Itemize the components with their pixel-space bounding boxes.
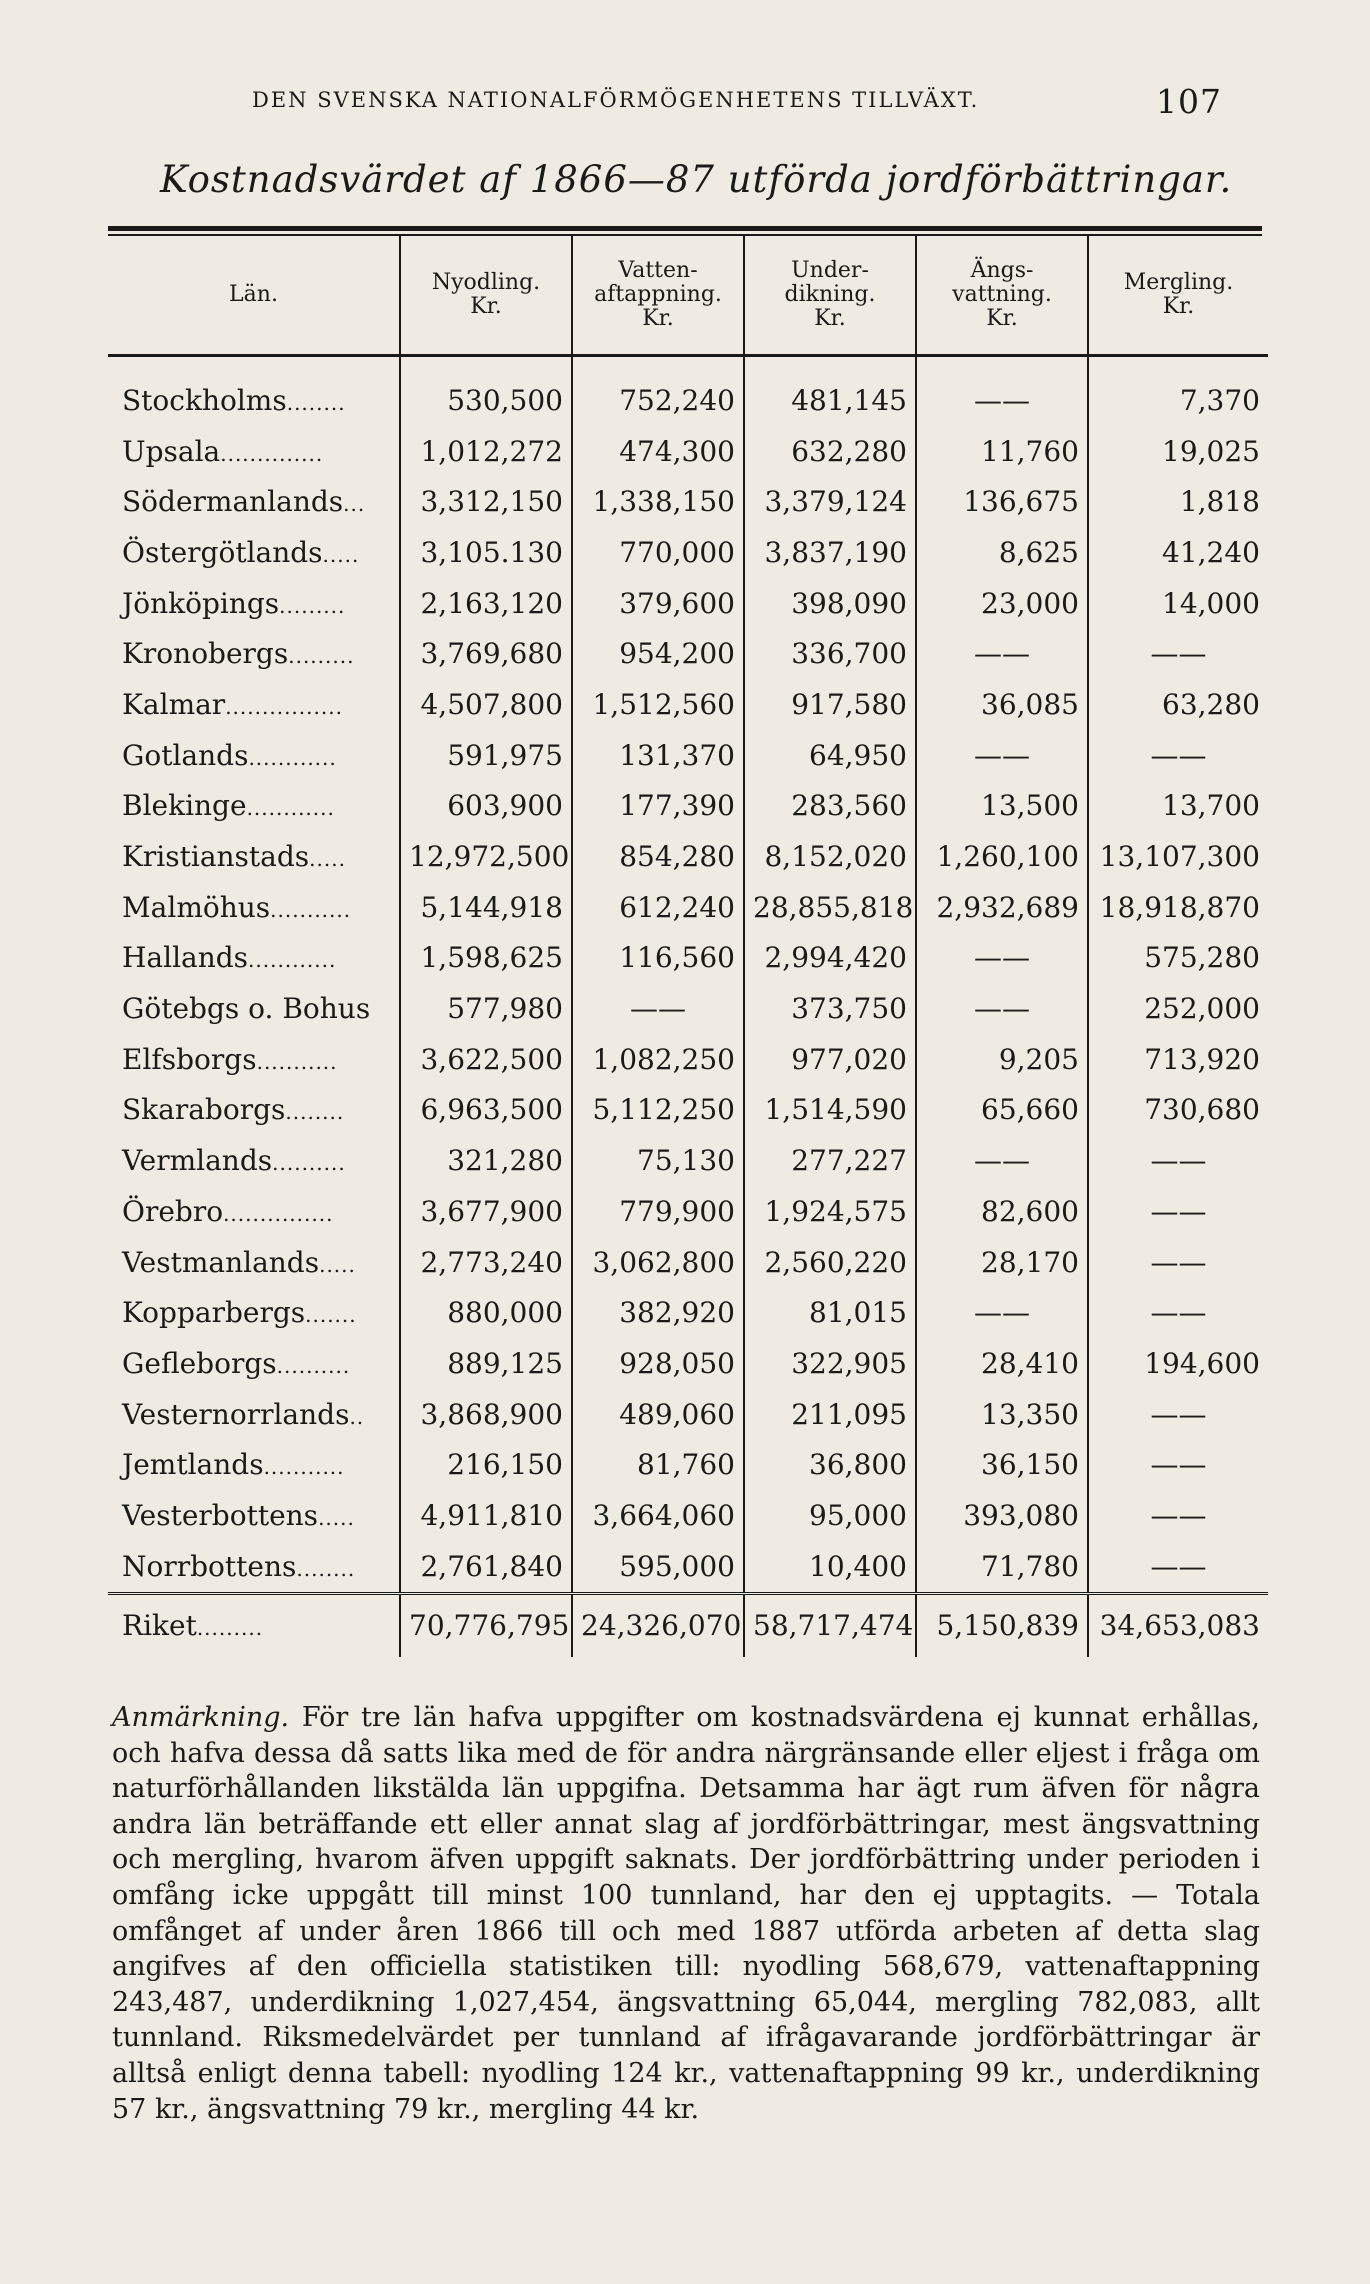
table-row: [108, 1135, 1268, 1186]
lan-name: Kopparbergs: [122, 1296, 306, 1330]
value-cell-under: 481,145: [744, 356, 916, 426]
column-header: [108, 236, 400, 356]
value-cell-mergling: 19,025: [1088, 426, 1268, 477]
value-cell-angs: 28,170: [916, 1237, 1088, 1288]
leader-dots: ...........: [263, 1455, 345, 1480]
value-cell-angs: ——: [916, 356, 1088, 426]
header-row: [108, 236, 1268, 356]
value-cell-nyodling: 530,500: [400, 356, 572, 426]
value-cell-under: 3,379,124: [744, 476, 916, 527]
value-cell-angs: 71,780: [916, 1541, 1088, 1593]
value-cell-angs: 23,000: [916, 578, 1088, 629]
value-cell-angs: 5,150,839: [916, 1593, 1088, 1657]
leader-dots: ..............: [220, 441, 324, 466]
lan-cell: [108, 882, 400, 933]
column-header-line: Kr.: [1162, 294, 1195, 319]
column-header: [572, 236, 744, 356]
lan-name: Götebgs o. Bohus: [122, 992, 371, 1026]
value-cell-under: 36,800: [744, 1439, 916, 1490]
value-cell-mergling: 34,653,083: [1088, 1593, 1268, 1657]
value-cell-vatten: 595,000: [572, 1541, 744, 1593]
value-cell-mergling: ——: [1088, 1439, 1268, 1490]
value-cell-angs: 13,500: [916, 781, 1088, 832]
lan-cell: [108, 527, 400, 578]
leader-dots: ...............: [223, 1201, 334, 1226]
value-cell-under: 58,717,474: [744, 1593, 916, 1657]
lan-cell: [108, 983, 400, 1034]
value-cell-under: 1,514,590: [744, 1085, 916, 1136]
column-header-line: Vatten-: [618, 258, 698, 283]
column-header: [400, 236, 572, 356]
lan-name: Elfsborgs: [122, 1042, 257, 1076]
value-cell-angs: 11,760: [916, 426, 1088, 477]
table-row: [108, 628, 1268, 679]
lan-cell: [108, 1287, 400, 1338]
lan-cell: [108, 781, 400, 832]
value-cell-nyodling: 6,963,500: [400, 1085, 572, 1136]
value-cell-nyodling: 577,980: [400, 983, 572, 1034]
value-cell-vatten: 612,240: [572, 882, 744, 933]
lan-name: Upsala: [122, 434, 221, 468]
value-cell-under: 3,837,190: [744, 527, 916, 578]
value-cell-under: 95,000: [744, 1490, 916, 1541]
table-row: [108, 1237, 1268, 1288]
value-cell-under: 277,227: [744, 1135, 916, 1186]
lan-cell: [108, 1541, 400, 1593]
column-header-line: Kr.: [642, 306, 674, 331]
leader-dots: ................: [225, 694, 343, 719]
leader-dots: ........: [286, 390, 346, 415]
table-row: [108, 1034, 1268, 1085]
top-rule: [108, 226, 1262, 231]
leader-dots: .........: [196, 1616, 264, 1640]
value-cell-vatten: 1,338,150: [572, 476, 744, 527]
table-row: [108, 1490, 1268, 1541]
column-header-line: Mergling.: [1123, 270, 1234, 295]
value-cell-mergling: 63,280: [1088, 679, 1268, 730]
total-row: [108, 1593, 1268, 1657]
value-cell-nyodling: 12,972,500: [400, 831, 572, 882]
value-cell-vatten: 75,130: [572, 1135, 744, 1186]
lan-cell: [108, 1389, 400, 1440]
table-row: [108, 356, 1268, 426]
column-header-line: Under-: [791, 258, 869, 283]
value-cell-mergling: ——: [1088, 730, 1268, 781]
lan-name: Malmöhus: [122, 890, 271, 924]
value-cell-angs: ——: [916, 730, 1088, 781]
leader-dots: .........: [288, 644, 355, 669]
value-cell-angs: 1,260,100: [916, 831, 1088, 882]
value-cell-nyodling: 3,677,900: [400, 1186, 572, 1237]
value-cell-angs: 13,350: [916, 1389, 1088, 1440]
lan-cell: [108, 1034, 400, 1085]
lan-name: Örebro: [122, 1194, 224, 1228]
column-header-line: aftappning.: [594, 282, 722, 307]
leader-dots: ..: [349, 1404, 365, 1429]
value-cell-angs: 65,660: [916, 1085, 1088, 1136]
value-cell-vatten: 1,082,250: [572, 1034, 744, 1085]
lan-name: Kalmar: [122, 687, 226, 721]
lan-cell: [108, 356, 400, 426]
value-cell-under: 28,855,818: [744, 882, 916, 933]
value-cell-nyodling: 2,773,240: [400, 1237, 572, 1288]
value-cell-mergling: 13,107,300: [1088, 831, 1268, 882]
leader-dots: .......: [305, 1303, 357, 1328]
value-cell-mergling: ——: [1088, 1541, 1268, 1593]
value-cell-vatten: 3,664,060: [572, 1490, 744, 1541]
value-cell-nyodling: 321,280: [400, 1135, 572, 1186]
value-cell-nyodling: 3,622,500: [400, 1034, 572, 1085]
leader-dots: .........: [279, 593, 346, 618]
value-cell-vatten: 928,050: [572, 1338, 744, 1389]
lan-cell: [108, 831, 400, 882]
value-cell-vatten: 382,920: [572, 1287, 744, 1338]
leader-dots: ............: [248, 948, 337, 973]
value-cell-nyodling: 4,911,810: [400, 1490, 572, 1541]
leader-dots: ...: [343, 492, 366, 517]
table-title: Kostnadsvärdet af 1866—87 utförda jordförbättringar.: [160, 158, 1233, 201]
table-row: [108, 1439, 1268, 1490]
value-cell-under: 10,400: [744, 1541, 916, 1593]
value-cell-mergling: 18,918,870: [1088, 882, 1268, 933]
table-row: [108, 679, 1268, 730]
value-cell-mergling: ——: [1088, 1490, 1268, 1541]
value-cell-mergling: 14,000: [1088, 578, 1268, 629]
value-cell-angs: 9,205: [916, 1034, 1088, 1085]
lan-name: Vesternorrlands: [122, 1397, 350, 1431]
lan-cell: [108, 1490, 400, 1541]
table-row: [108, 426, 1268, 477]
value-cell-under: 322,905: [744, 1338, 916, 1389]
table-row: [108, 933, 1268, 984]
leader-dots: .....: [322, 542, 360, 567]
value-cell-angs: ——: [916, 933, 1088, 984]
table-row: [108, 781, 1268, 832]
table-row: [108, 831, 1268, 882]
value-cell-angs: ——: [916, 983, 1088, 1034]
table-row: [108, 882, 1268, 933]
lan-cell: [108, 628, 400, 679]
value-cell-vatten: 489,060: [572, 1389, 744, 1440]
value-cell-angs: 136,675: [916, 476, 1088, 527]
value-cell-nyodling: 591,975: [400, 730, 572, 781]
note-text: För tre län hafva uppgifter om kostnadsvärdena ej kunnat erhållas, och hafva dessa då satts lika med de för andra närgränsande eller eljest i fråga om naturförhållanden likstälda län uppgifna. Detsamma har ägt rum äfven för några andra län beträffande ett eller annat slag af jordförbättringar, mest ängsvattning och mergling, hvarom äfven uppgift saknats. Der jordförbättring under perioden i omfång icke uppgått till minst 100 tunnland, har den ej upptagits. — Totala omfånget af under åren 1866 till och med 1887 utförda arbeten af detta slag angifves af den officiella statistiken till: nyodling 568,679, vattenaftappning 243,487, underdikning 1,027,454, ängsvattning 65,044, mergling 782,083, allt tunnland. Riksmedelvärdet per tunnland af ifrågavarande jordförbättringar är alltså enligt denna tabell: nyodling 124 kr., vattenaftappning 99 kr., underdikning 57 kr., ängsvattning 79 kr., mergling 44 kr.: [112, 1702, 1260, 2125]
lan-cell: [108, 1085, 400, 1136]
value-cell-vatten: 1,512,560: [572, 679, 744, 730]
lan-name: Blekinge: [122, 789, 247, 823]
column-header: [744, 236, 916, 356]
value-cell-under: 336,700: [744, 628, 916, 679]
value-cell-mergling: 13,700: [1088, 781, 1268, 832]
value-cell-vatten: 177,390: [572, 781, 744, 832]
leader-dots: .....: [309, 847, 346, 872]
leader-dots: ............: [246, 796, 335, 821]
table-body: [108, 356, 1268, 1594]
lan-cell: [108, 679, 400, 730]
value-cell-angs: ——: [916, 628, 1088, 679]
value-cell-mergling: ——: [1088, 628, 1268, 679]
value-cell-under: 211,095: [744, 1389, 916, 1440]
value-cell-vatten: 854,280: [572, 831, 744, 882]
table-row: [108, 1338, 1268, 1389]
value-cell-vatten: 3,062,800: [572, 1237, 744, 1288]
value-cell-mergling: ——: [1088, 1237, 1268, 1288]
value-cell-under: 2,560,220: [744, 1237, 916, 1288]
value-cell-angs: ——: [916, 1287, 1088, 1338]
lan-name: Vestmanlands: [122, 1245, 320, 1279]
lan-name: Jönköpings: [122, 586, 280, 620]
lan-cell: [108, 426, 400, 477]
value-cell-nyodling: 1,012,272: [400, 426, 572, 477]
value-cell-vatten: 131,370: [572, 730, 744, 781]
lan-cell: [108, 1593, 400, 1657]
value-cell-under: 398,090: [744, 578, 916, 629]
lan-cell: [108, 730, 400, 781]
leader-dots: ...........: [270, 897, 352, 922]
lan-name: Kronobergs: [122, 637, 289, 671]
value-cell-nyodling: 3,868,900: [400, 1389, 572, 1440]
table-row: [108, 527, 1268, 578]
value-cell-vatten: 954,200: [572, 628, 744, 679]
table-row: [108, 578, 1268, 629]
value-cell-nyodling: 3,105.130: [400, 527, 572, 578]
lan-cell: [108, 578, 400, 629]
note: [112, 1700, 1260, 2127]
value-cell-nyodling: 216,150: [400, 1439, 572, 1490]
leader-dots: ........: [285, 1100, 345, 1125]
value-cell-vatten: 770,000: [572, 527, 744, 578]
column-header-line: Kr.: [986, 306, 1018, 331]
value-cell-angs: 2,932,689: [916, 882, 1088, 933]
value-cell-mergling: ——: [1088, 1287, 1268, 1338]
value-cell-vatten: 752,240: [572, 356, 744, 426]
lan-name: Hallands: [122, 941, 249, 975]
table-row: [108, 1541, 1268, 1593]
value-cell-mergling: 194,600: [1088, 1338, 1268, 1389]
running-head: [252, 82, 1222, 121]
value-cell-under: 81,015: [744, 1287, 916, 1338]
column-header-line: Nyodling.: [431, 270, 541, 295]
leader-dots: ........: [296, 1556, 356, 1581]
page-number: 107: [1156, 82, 1222, 121]
lan-name: Skaraborgs: [122, 1093, 286, 1127]
value-cell-vatten: 116,560: [572, 933, 744, 984]
lan-name: Jemtlands: [122, 1448, 264, 1482]
lan-cell: [108, 1439, 400, 1490]
lan-cell: [108, 1237, 400, 1288]
lan-name: Kristianstads: [122, 840, 310, 874]
table-row: [108, 1085, 1268, 1136]
value-cell-under: 2,994,420: [744, 933, 916, 984]
value-cell-nyodling: 889,125: [400, 1338, 572, 1389]
value-cell-mergling: 713,920: [1088, 1034, 1268, 1085]
value-cell-under: 632,280: [744, 426, 916, 477]
value-cell-vatten: 24,326,070: [572, 1593, 744, 1657]
table-row: [108, 1186, 1268, 1237]
value-cell-angs: 8,625: [916, 527, 1088, 578]
value-cell-mergling: 575,280: [1088, 933, 1268, 984]
value-cell-under: 8,152,020: [744, 831, 916, 882]
lan-cell: [108, 476, 400, 527]
leader-dots: .....: [318, 1505, 355, 1530]
value-cell-mergling: 730,680: [1088, 1085, 1268, 1136]
value-cell-angs: 28,410: [916, 1338, 1088, 1389]
lan-cell: [108, 1338, 400, 1389]
lan-name: Östergötlands: [122, 535, 323, 569]
value-cell-nyodling: 2,163,120: [400, 578, 572, 629]
value-cell-under: 917,580: [744, 679, 916, 730]
value-cell-under: 64,950: [744, 730, 916, 781]
lan-cell: [108, 1186, 400, 1237]
column-header: [1088, 236, 1268, 356]
value-cell-nyodling: 2,761,840: [400, 1541, 572, 1593]
value-cell-under: 1,924,575: [744, 1186, 916, 1237]
value-cell-angs: ——: [916, 1135, 1088, 1186]
value-cell-mergling: 7,370: [1088, 356, 1268, 426]
value-cell-vatten: 81,760: [572, 1439, 744, 1490]
value-cell-angs: 393,080: [916, 1490, 1088, 1541]
value-cell-under: 977,020: [744, 1034, 916, 1085]
value-cell-mergling: ——: [1088, 1186, 1268, 1237]
value-cell-mergling: ——: [1088, 1135, 1268, 1186]
column-header-line: Kr.: [470, 294, 502, 319]
value-cell-under: 283,560: [744, 781, 916, 832]
lan-cell: [108, 1135, 400, 1186]
table-row: [108, 476, 1268, 527]
value-cell-mergling: 41,240: [1088, 527, 1268, 578]
lan-cell: [108, 933, 400, 984]
cost-table: [108, 226, 1262, 1657]
column-header-line: Kr.: [814, 306, 846, 331]
column-header-line: Ängs-: [970, 258, 1034, 283]
value-cell-vatten: 779,900: [572, 1186, 744, 1237]
column-header-line: Län.: [229, 282, 278, 307]
value-cell-vatten: 379,600: [572, 578, 744, 629]
leader-dots: ..........: [276, 1353, 351, 1378]
leader-dots: ............: [248, 745, 337, 770]
table-row: [108, 983, 1268, 1034]
value-cell-mergling: 1,818: [1088, 476, 1268, 527]
column-header-line: dikning.: [784, 282, 876, 307]
lan-name: Gefleborgs: [122, 1346, 277, 1380]
value-cell-nyodling: 880,000: [400, 1287, 572, 1338]
data-table: [108, 236, 1268, 1657]
table-row: [108, 730, 1268, 781]
value-cell-vatten: 474,300: [572, 426, 744, 477]
value-cell-angs: 36,085: [916, 679, 1088, 730]
value-cell-under: 373,750: [744, 983, 916, 1034]
leader-dots: ..........: [272, 1151, 346, 1176]
value-cell-nyodling: 4,507,800: [400, 679, 572, 730]
lan-name: Södermanlands: [122, 485, 344, 519]
value-cell-vatten: ——: [572, 983, 744, 1034]
value-cell-angs: 82,600: [916, 1186, 1088, 1237]
lan-name: Riket: [122, 1609, 197, 1642]
running-title: DEN SVENSKA NATIONALFÖRMÖGENHETENS TILLVÄXT.: [252, 88, 980, 112]
value-cell-angs: 36,150: [916, 1439, 1088, 1490]
value-cell-nyodling: 1,598,625: [400, 933, 572, 984]
table-row: [108, 1389, 1268, 1440]
lan-name: Stockholms: [122, 383, 287, 417]
value-cell-vatten: 5,112,250: [572, 1085, 744, 1136]
lan-name: Gotlands: [122, 738, 249, 772]
column-header-line: vattning.: [952, 282, 1052, 307]
column-header: [916, 236, 1088, 356]
value-cell-nyodling: 603,900: [400, 781, 572, 832]
leader-dots: ...........: [256, 1049, 338, 1074]
value-cell-nyodling: 3,769,680: [400, 628, 572, 679]
value-cell-mergling: 252,000: [1088, 983, 1268, 1034]
note-label: Anmärkning.: [112, 1702, 290, 1733]
lan-name: Vermlands: [122, 1144, 273, 1178]
value-cell-nyodling: 5,144,918: [400, 882, 572, 933]
leader-dots: .....: [319, 1252, 356, 1277]
table-row: [108, 1287, 1268, 1338]
lan-name: Norrbottens: [122, 1549, 297, 1583]
value-cell-nyodling: 70,776,795: [400, 1593, 572, 1657]
lan-name: Vesterbottens: [122, 1498, 319, 1532]
value-cell-mergling: ——: [1088, 1389, 1268, 1440]
value-cell-nyodling: 3,312,150: [400, 476, 572, 527]
